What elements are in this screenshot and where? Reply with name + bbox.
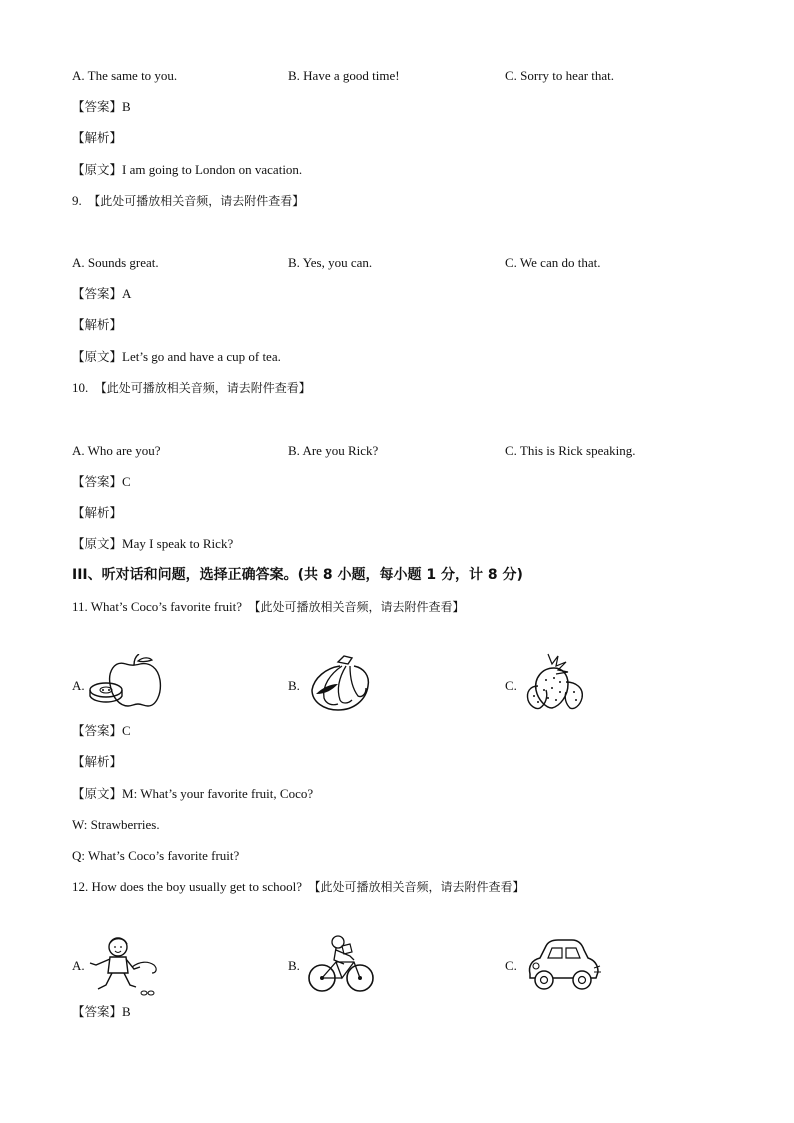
original-text: I am going to London on vacation. [122,162,303,177]
q10-analysis [72,504,122,522]
audio-note[interactable]: 【此处可播放相关音频，请去附件查看】 [88,194,305,208]
q9-option-c: C. We can do that. [505,255,601,270]
original-tag: 【原文】 [72,349,123,364]
q11-option-b-letter: B. [288,678,300,693]
q9-option-a: A. Sounds great. [72,255,159,270]
q9-header [72,192,304,210]
answer-value: B [122,99,131,114]
question-text: 12. How does the boy usually get to school? [72,879,302,894]
original-tag: 【原文】 [72,162,123,177]
original-text: May I speak to Rick? [122,536,234,551]
original-text: Let’s go and have a cup of tea. [122,349,281,364]
analysis-tag: 【解析】 [72,130,123,145]
audio-note[interactable]: 【此处可播放相关音频，请去附件查看】 [308,880,525,894]
q11-original [72,785,313,803]
answer-value: C [122,723,131,738]
original-tag: 【原文】 [72,536,123,551]
q9-analysis [72,316,122,334]
answer-tag: 【答案】 [72,474,123,489]
original-text: M: What’s your favorite fruit, Coco? [122,786,314,801]
question-number: 10. [72,380,89,395]
answer-value: A [122,286,132,301]
q8-original [72,161,302,179]
q10-header [72,379,311,397]
q11-answer [72,722,131,740]
analysis-tag: 【解析】 [72,505,123,520]
apple-icon [86,654,162,710]
q8-option-c: C. Sorry to hear that. [505,68,615,83]
answer-tag: 【答案】 [72,99,123,114]
analysis-tag: 【解析】 [72,317,123,332]
q11-option-c-letter: C. [505,678,517,693]
q11-option-a-letter: A. [72,678,85,693]
q10-option-a: A. Who are you? [72,443,161,458]
question-text: 11. What’s Coco’s favorite fruit? [72,599,243,614]
answer-value: B [122,1004,131,1019]
q8-analysis [72,129,122,147]
audio-note[interactable]: 【此处可播放相关音频，请去附件查看】 [248,600,465,614]
q12-answer [72,1003,131,1021]
q8-option-a: A. The same to you. [72,68,178,83]
bicycle-icon [306,934,376,994]
q10-original [72,535,233,553]
q10-option-b: B. Are you Rick? [288,443,379,458]
answer-tag: 【答案】 [72,1004,123,1019]
q11-transcript-line-2: W: Strawberries. [72,817,160,832]
question-number: 9. [72,193,82,208]
answer-tag: 【答案】 [72,723,123,738]
q12-header [72,878,525,896]
answer-value: C [122,474,131,489]
q9-original [72,348,281,366]
q11-transcript-line-3: Q: What’s Coco’s favorite fruit? [72,848,240,863]
q11-header [72,598,465,616]
q8-option-b: B. Have a good time! [288,68,400,83]
audio-note[interactable]: 【此处可播放相关音频，请去附件查看】 [94,381,311,395]
car-icon [524,936,602,994]
analysis-tag: 【解析】 [72,754,123,769]
q12-option-c-letter: C. [505,958,517,973]
q10-option-c: C. This is Rick speaking. [505,443,636,458]
section-heading: III、听对话和问题，选择正确答案。(共 8 小题，每小题 1 分，计 8 分) [72,567,523,583]
original-tag: 【原文】 [72,786,123,801]
q9-option-b: B. Yes, you can. [288,255,373,270]
q12-option-b-letter: B. [288,958,300,973]
banana-icon [308,654,372,714]
q12-option-a-letter: A. [72,958,85,973]
strawberry-icon [524,652,586,712]
walking-boy-icon [88,935,160,997]
answer-tag: 【答案】 [72,286,123,301]
q11-analysis [72,753,122,771]
q10-answer [72,473,131,491]
q8-answer [72,98,131,116]
q9-answer [72,285,131,303]
